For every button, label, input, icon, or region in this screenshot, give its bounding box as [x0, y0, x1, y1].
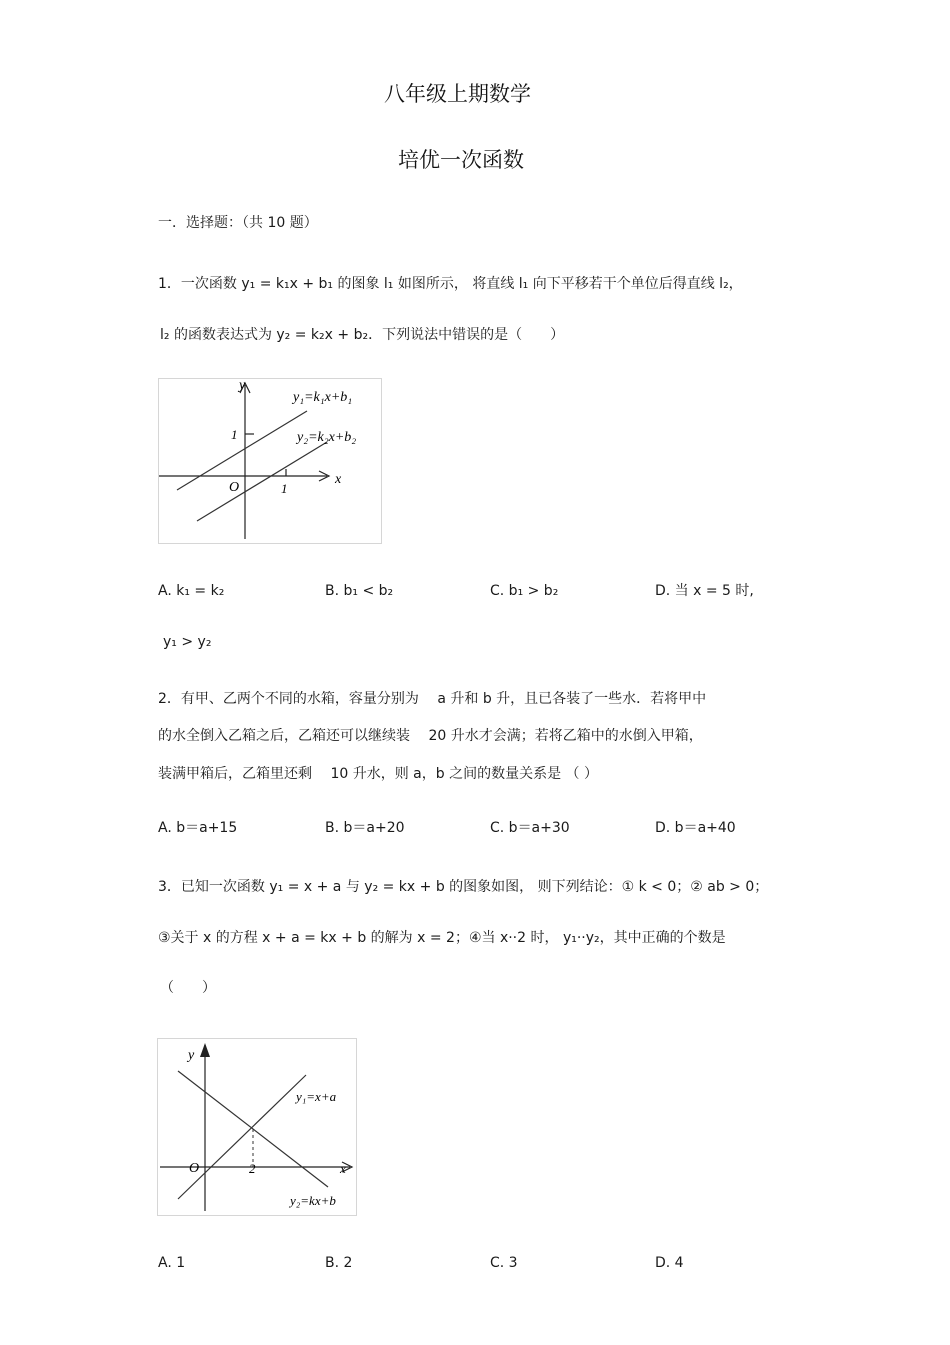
q3-option-b: B. 2 — [325, 1255, 353, 1271]
q1-x-tick-label: 1 — [281, 481, 288, 496]
q3-stem-line3: （ ） — [160, 980, 216, 996]
q3-option-c: C. 3 — [490, 1255, 518, 1271]
q2-option-c: C. b＝a+30 — [490, 820, 570, 836]
q3-graph — [158, 1039, 356, 1215]
q3-x-tick-label: 2 — [249, 1161, 256, 1176]
q3-x-label: x — [340, 1161, 346, 1176]
q2-option-b: B. b＝a+20 — [325, 820, 405, 836]
q1-option-d: D. 当 x = 5 时, — [655, 583, 754, 599]
q3-origin-label: O — [189, 1161, 200, 1176]
q3-graph-figure — [157, 1038, 357, 1216]
q1-graph — [159, 379, 381, 543]
q3-stem-line1: 3．已知一次函数 y₁ = x + a 与 y₂ = kx + b 的图象如图， 则下列结论：① k < 0；② ab > 0； — [158, 879, 769, 895]
q1-graph-figure — [158, 378, 382, 544]
q1-origin-label: O — [229, 480, 240, 495]
q3-option-d: D. 4 — [655, 1255, 684, 1271]
section-heading: 一．选择题：（共 10 题） — [158, 215, 318, 231]
q2-option-a: A. b＝a+15 — [158, 820, 238, 836]
page-subtitle: 培优一次函数 — [398, 148, 524, 172]
q1-l1-label: y₁=k₁x+b₁ — [293, 390, 353, 405]
q2-stem-line1: 2．有甲、乙两个不同的水箱，容量分别为 a 升和 b 升，且已各装了一些水．若将甲中 — [158, 691, 707, 707]
q1-option-c: C. b₁ > b₂ — [490, 583, 559, 599]
q1-option-a: A. k₁ = k₂ — [158, 583, 225, 599]
q1-stem-line2: l₂ 的函数表达式为 y₂ = k₂x + b₂．下列说法中错误的是（ ） — [160, 327, 565, 343]
q1-y-label: y — [239, 379, 246, 393]
q1-stem-line1: 1．一次函数 y₁ = k₁x + b₁ 的图象 l₁ 如图所示， 将直线 l₁ 向下平移若干个单位后得直线 l₂， — [158, 276, 743, 292]
q3-line-y1 — [178, 1075, 306, 1199]
q1-line-l2 — [197, 442, 327, 521]
q3-y2-label: y₂=kx+b — [290, 1193, 336, 1208]
q1-x-label: x — [335, 472, 342, 487]
q1-line-l1 — [177, 411, 307, 490]
q3-stem-line2: ③关于 x 的方程 x + a = kx + b 的解为 x = 2；④当 x··2 时， y₁··y₂，其中正确的个数是 — [158, 930, 726, 946]
q2-option-d: D. b＝a+40 — [655, 820, 736, 836]
page-title: 八年级上期数学 — [384, 82, 531, 106]
q1-l2-label: y₂=k₂x+b₂ — [297, 430, 357, 445]
q3-y-arrow — [200, 1043, 210, 1057]
q2-stem-line2: 的水全倒入乙箱之后，乙箱还可以继续装 20 升水才会满；若将乙箱中的水倒入甲箱， — [158, 728, 703, 744]
q1-option-b: B. b₁ < b₂ — [325, 583, 394, 599]
q3-y1-label: y₁=x+a — [296, 1089, 337, 1104]
q2-stem-line3: 装满甲箱后，乙箱里还剩 10 升水，则 a，b 之间的数量关系是 （ ） — [158, 766, 598, 782]
q3-option-a: A. 1 — [158, 1255, 186, 1271]
q1-y-tick-label: 1 — [231, 427, 238, 442]
q3-y-label: y — [188, 1048, 195, 1063]
q1-option-d-cont: y₁ > y₂ — [163, 634, 212, 650]
